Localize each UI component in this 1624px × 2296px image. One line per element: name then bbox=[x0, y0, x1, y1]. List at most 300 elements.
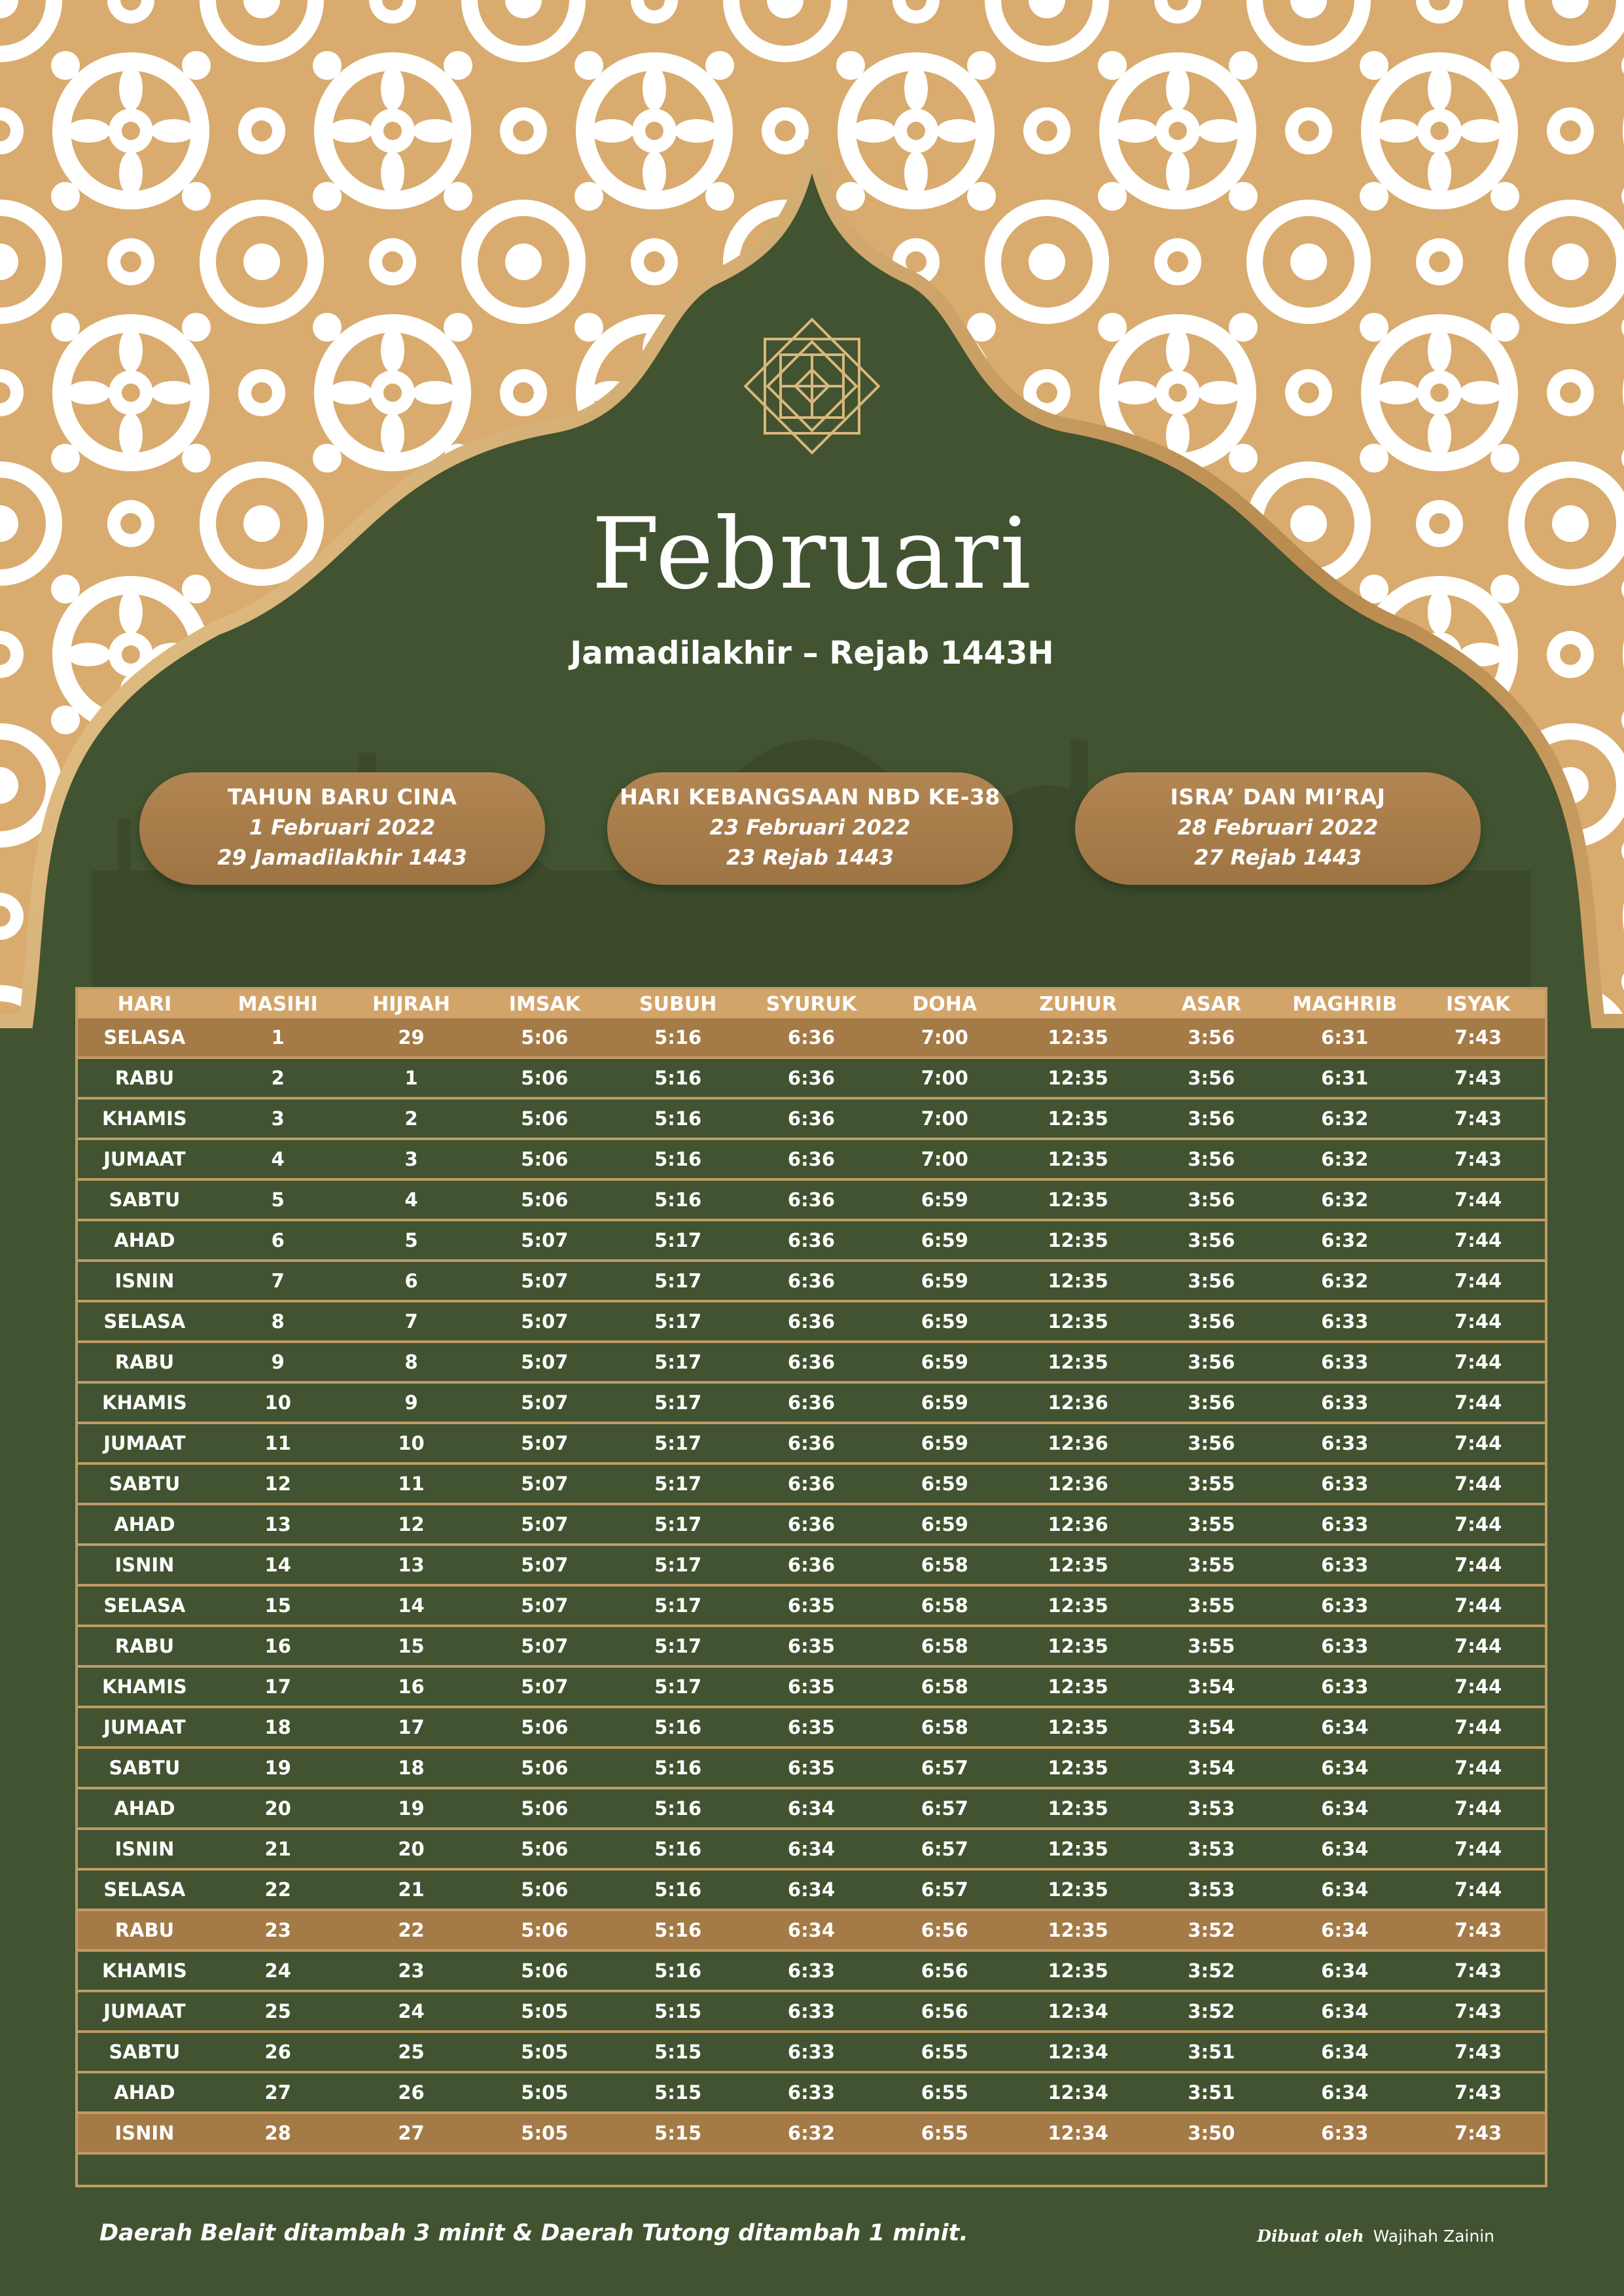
cell-hari: RABU bbox=[78, 1342, 211, 1382]
cell-doha: 6:58 bbox=[878, 1585, 1012, 1626]
cell-hari: KHAMIS bbox=[78, 1382, 211, 1423]
cell-hari: SABTU bbox=[78, 1179, 211, 1220]
cell-hijrah: 3 bbox=[345, 1139, 478, 1179]
cell-imsak: 5:07 bbox=[478, 1504, 611, 1545]
cell-maghrib: 6:32 bbox=[1278, 1139, 1411, 1179]
cell-asar: 3:56 bbox=[1145, 1139, 1279, 1179]
cell-zuhur: 12:34 bbox=[1012, 1991, 1145, 2032]
cell-asar: 3:56 bbox=[1145, 1301, 1279, 1342]
cell-isyak: 7:44 bbox=[1411, 1179, 1545, 1220]
cell-subuh: 5:17 bbox=[611, 1666, 745, 1707]
cell-hijrah: 11 bbox=[345, 1463, 478, 1504]
cell-imsak: 5:07 bbox=[478, 1301, 611, 1342]
cell-maghrib: 6:33 bbox=[1278, 1585, 1411, 1626]
cell-isyak: 7:44 bbox=[1411, 1829, 1545, 1869]
cell-hijrah: 23 bbox=[345, 1950, 478, 1991]
month-title: Februari bbox=[591, 497, 1033, 611]
table-row bbox=[78, 1707, 1545, 1748]
table-row bbox=[78, 1179, 1545, 1220]
table-row bbox=[78, 1018, 1545, 1058]
cell-doha: 6:58 bbox=[878, 1707, 1012, 1748]
cell-doha: 6:59 bbox=[878, 1261, 1012, 1301]
cell-subuh: 5:15 bbox=[611, 2032, 745, 2072]
column-header-zuhur: ZUHUR bbox=[1012, 990, 1145, 1018]
cell-maghrib: 6:34 bbox=[1278, 1748, 1411, 1788]
cell-imsak: 5:06 bbox=[478, 1098, 611, 1139]
cell-subuh: 5:15 bbox=[611, 2072, 745, 2113]
cell-doha: 6:59 bbox=[878, 1220, 1012, 1261]
table-header-row bbox=[78, 990, 1545, 1018]
cell-zuhur: 12:35 bbox=[1012, 1301, 1145, 1342]
column-header-subuh: SUBUH bbox=[611, 990, 745, 1018]
cell-asar: 3:56 bbox=[1145, 1261, 1279, 1301]
cell-subuh: 5:16 bbox=[611, 1707, 745, 1748]
cell-hari: SABTU bbox=[78, 1463, 211, 1504]
cell-zuhur: 12:35 bbox=[1012, 1748, 1145, 1788]
cell-subuh: 5:17 bbox=[611, 1342, 745, 1382]
cell-masihi: 24 bbox=[211, 1950, 345, 1991]
cell-maghrib: 6:33 bbox=[1278, 1504, 1411, 1545]
cell-masihi: 27 bbox=[211, 2072, 345, 2113]
cell-hijrah: 14 bbox=[345, 1585, 478, 1626]
table-row bbox=[78, 1829, 1545, 1869]
cell-subuh: 5:16 bbox=[611, 1869, 745, 1910]
cell-zuhur: 12:35 bbox=[1012, 1788, 1145, 1829]
cell-subuh: 5:17 bbox=[611, 1626, 745, 1666]
table-row bbox=[78, 1666, 1545, 1707]
cell-subuh: 5:17 bbox=[611, 1504, 745, 1545]
table-row bbox=[78, 2113, 1545, 2153]
cell-hari: AHAD bbox=[78, 1788, 211, 1829]
cell-isyak: 7:44 bbox=[1411, 1220, 1545, 1261]
cell-isyak: 7:43 bbox=[1411, 2032, 1545, 2072]
cell-imsak: 5:06 bbox=[478, 1788, 611, 1829]
cell-hijrah: 22 bbox=[345, 1910, 478, 1950]
cell-asar: 3:56 bbox=[1145, 1423, 1279, 1463]
cell-masihi: 12 bbox=[211, 1463, 345, 1504]
cell-zuhur: 12:35 bbox=[1012, 1220, 1145, 1261]
table-row bbox=[78, 1423, 1545, 1463]
cell-imsak: 5:07 bbox=[478, 1666, 611, 1707]
cell-imsak: 5:07 bbox=[478, 1220, 611, 1261]
cell-hijrah: 19 bbox=[345, 1788, 478, 1829]
cell-masihi: 21 bbox=[211, 1829, 345, 1869]
cell-isyak: 7:44 bbox=[1411, 1261, 1545, 1301]
cell-asar: 3:52 bbox=[1145, 1991, 1279, 2032]
table-row bbox=[78, 1261, 1545, 1301]
cell-zuhur: 12:35 bbox=[1012, 1058, 1145, 1098]
cell-isyak: 7:44 bbox=[1411, 1869, 1545, 1910]
cell-imsak: 5:07 bbox=[478, 1585, 611, 1626]
cell-zuhur: 12:35 bbox=[1012, 1950, 1145, 1991]
cell-maghrib: 6:33 bbox=[1278, 1545, 1411, 1585]
cell-isyak: 7:44 bbox=[1411, 1342, 1545, 1382]
cell-asar: 3:55 bbox=[1145, 1585, 1279, 1626]
cell-syuruk: 6:35 bbox=[745, 1748, 878, 1788]
column-header-hijrah: HIJRAH bbox=[345, 990, 478, 1018]
cell-doha: 6:58 bbox=[878, 1626, 1012, 1666]
cell-isyak: 7:44 bbox=[1411, 1545, 1545, 1585]
cell-subuh: 5:17 bbox=[611, 1220, 745, 1261]
cell-doha: 6:55 bbox=[878, 2072, 1012, 2113]
cell-imsak: 5:07 bbox=[478, 1626, 611, 1666]
table-row bbox=[78, 1950, 1545, 1991]
credit bbox=[1257, 2227, 1494, 2246]
cell-zuhur: 12:34 bbox=[1012, 2072, 1145, 2113]
cell-subuh: 5:16 bbox=[611, 1179, 745, 1220]
cell-syuruk: 6:36 bbox=[745, 1220, 878, 1261]
cell-syuruk: 6:36 bbox=[745, 1504, 878, 1545]
cell-zuhur: 12:35 bbox=[1012, 1139, 1145, 1179]
cell-doha: 6:57 bbox=[878, 1869, 1012, 1910]
cell-zuhur: 12:35 bbox=[1012, 1585, 1145, 1626]
table-row bbox=[78, 1301, 1545, 1342]
cell-isyak: 7:44 bbox=[1411, 1585, 1545, 1626]
cell-maghrib: 6:32 bbox=[1278, 1220, 1411, 1261]
cell-masihi: 2 bbox=[211, 1058, 345, 1098]
cell-asar: 3:56 bbox=[1145, 1220, 1279, 1261]
cell-masihi: 4 bbox=[211, 1139, 345, 1179]
cell-imsak: 5:06 bbox=[478, 1910, 611, 1950]
cell-zuhur: 12:35 bbox=[1012, 1666, 1145, 1707]
cell-isyak: 7:44 bbox=[1411, 1626, 1545, 1666]
cell-hari: KHAMIS bbox=[78, 1950, 211, 1991]
cell-imsak: 5:06 bbox=[478, 1018, 611, 1058]
cell-masihi: 20 bbox=[211, 1788, 345, 1829]
cell-masihi: 16 bbox=[211, 1626, 345, 1666]
cell-isyak: 7:43 bbox=[1411, 2113, 1545, 2153]
cell-zuhur: 12:36 bbox=[1012, 1463, 1145, 1504]
cell-maghrib: 6:32 bbox=[1278, 1179, 1411, 1220]
cell-hari: ISNIN bbox=[78, 1261, 211, 1301]
cell-hijrah: 2 bbox=[345, 1098, 478, 1139]
cell-zuhur: 12:34 bbox=[1012, 2032, 1145, 2072]
cell-isyak: 7:43 bbox=[1411, 1139, 1545, 1179]
column-header-imsak: IMSAK bbox=[478, 990, 611, 1018]
cell-masihi: 28 bbox=[211, 2113, 345, 2153]
table-body bbox=[78, 1018, 1545, 2153]
cell-hari: AHAD bbox=[78, 2072, 211, 2113]
cell-asar: 3:54 bbox=[1145, 1707, 1279, 1748]
cell-syuruk: 6:36 bbox=[745, 1382, 878, 1423]
cell-maghrib: 6:33 bbox=[1278, 1301, 1411, 1342]
table-row bbox=[78, 1869, 1545, 1910]
cell-subuh: 5:17 bbox=[611, 1382, 745, 1423]
cell-masihi: 3 bbox=[211, 1098, 345, 1139]
cell-hari: SABTU bbox=[78, 1748, 211, 1788]
cell-doha: 6:59 bbox=[878, 1179, 1012, 1220]
cell-imsak: 5:06 bbox=[478, 1058, 611, 1098]
cell-hijrah: 26 bbox=[345, 2072, 478, 2113]
cell-zuhur: 12:35 bbox=[1012, 1707, 1145, 1748]
cell-subuh: 5:17 bbox=[611, 1301, 745, 1342]
cell-subuh: 5:17 bbox=[611, 1545, 745, 1585]
table-row bbox=[78, 1788, 1545, 1829]
cell-syuruk: 6:36 bbox=[745, 1301, 878, 1342]
cell-asar: 3:56 bbox=[1145, 1058, 1279, 1098]
cell-maghrib: 6:34 bbox=[1278, 1788, 1411, 1829]
cell-maghrib: 6:31 bbox=[1278, 1018, 1411, 1058]
cell-asar: 3:53 bbox=[1145, 1829, 1279, 1869]
cell-syuruk: 6:32 bbox=[745, 2113, 878, 2153]
geometric-star-ornament-icon bbox=[745, 319, 879, 453]
column-header-doha: DOHA bbox=[878, 990, 1012, 1018]
cell-syuruk: 6:36 bbox=[745, 1179, 878, 1220]
cell-asar: 3:56 bbox=[1145, 1342, 1279, 1382]
cell-hari: RABU bbox=[78, 1626, 211, 1666]
cell-maghrib: 6:34 bbox=[1278, 1707, 1411, 1748]
cell-maghrib: 6:32 bbox=[1278, 1261, 1411, 1301]
cell-syuruk: 6:33 bbox=[745, 1991, 878, 2032]
cell-maghrib: 6:34 bbox=[1278, 2032, 1411, 2072]
cell-hari: SELASA bbox=[78, 1018, 211, 1058]
cell-asar: 3:55 bbox=[1145, 1504, 1279, 1545]
cell-asar: 3:50 bbox=[1145, 2113, 1279, 2153]
cell-subuh: 5:16 bbox=[611, 1950, 745, 1991]
cell-hijrah: 10 bbox=[345, 1423, 478, 1463]
cell-zuhur: 12:35 bbox=[1012, 1342, 1145, 1382]
cell-hijrah: 15 bbox=[345, 1626, 478, 1666]
cell-maghrib: 6:33 bbox=[1278, 1463, 1411, 1504]
cell-hari: SELASA bbox=[78, 1869, 211, 1910]
cell-imsak: 5:07 bbox=[478, 1261, 611, 1301]
cell-imsak: 5:07 bbox=[478, 1423, 611, 1463]
cell-masihi: 11 bbox=[211, 1423, 345, 1463]
cell-imsak: 5:05 bbox=[478, 2072, 611, 2113]
cell-isyak: 7:44 bbox=[1411, 1707, 1545, 1748]
footer-note: Daerah Belait ditambah 3 minit & Daerah Tutong ditambah 1 minit. bbox=[99, 2220, 968, 2246]
cell-asar: 3:55 bbox=[1145, 1626, 1279, 1666]
cell-hijrah: 8 bbox=[345, 1342, 478, 1382]
cell-subuh: 5:17 bbox=[611, 1261, 745, 1301]
cell-syuruk: 6:36 bbox=[745, 1098, 878, 1139]
cell-imsak: 5:07 bbox=[478, 1342, 611, 1382]
cell-zuhur: 12:35 bbox=[1012, 1626, 1145, 1666]
cell-masihi: 23 bbox=[211, 1910, 345, 1950]
cell-hijrah: 12 bbox=[345, 1504, 478, 1545]
cell-imsak: 5:07 bbox=[478, 1382, 611, 1423]
cell-masihi: 15 bbox=[211, 1585, 345, 1626]
cell-masihi: 14 bbox=[211, 1545, 345, 1585]
table-row bbox=[78, 1463, 1545, 1504]
cell-doha: 6:58 bbox=[878, 1666, 1012, 1707]
cell-subuh: 5:17 bbox=[611, 1423, 745, 1463]
event-gregorian-date: 28 Februari 2022 bbox=[1177, 815, 1379, 840]
cell-asar: 3:52 bbox=[1145, 1950, 1279, 1991]
event-name: ISRA’ DAN MI’RAJ bbox=[1170, 784, 1386, 810]
cell-doha: 7:00 bbox=[878, 1058, 1012, 1098]
cell-zuhur: 12:35 bbox=[1012, 1869, 1145, 1910]
cell-isyak: 7:44 bbox=[1411, 1666, 1545, 1707]
cell-syuruk: 6:35 bbox=[745, 1585, 878, 1626]
cell-syuruk: 6:36 bbox=[745, 1463, 878, 1504]
cell-hijrah: 21 bbox=[345, 1869, 478, 1910]
event-hijri-date: 29 Jamadilakhir 1443 bbox=[217, 845, 467, 870]
column-header-hari: HARI bbox=[78, 990, 211, 1018]
table-row bbox=[78, 1504, 1545, 1545]
cell-syuruk: 6:36 bbox=[745, 1139, 878, 1179]
cell-imsak: 5:05 bbox=[478, 1991, 611, 2032]
table-row bbox=[78, 1910, 1545, 1950]
column-header-isyak: ISYAK bbox=[1411, 990, 1545, 1018]
cell-doha: 6:57 bbox=[878, 1788, 1012, 1829]
cell-hijrah: 5 bbox=[345, 1220, 478, 1261]
cell-doha: 6:57 bbox=[878, 1829, 1012, 1869]
cell-hari: RABU bbox=[78, 1058, 211, 1098]
column-header-syuruk: SYURUK bbox=[745, 990, 878, 1018]
prayer-times-table bbox=[75, 987, 1547, 2187]
cell-syuruk: 6:35 bbox=[745, 1626, 878, 1666]
event-hijri-date: 23 Rejab 1443 bbox=[726, 845, 894, 870]
cell-asar: 3:56 bbox=[1145, 1179, 1279, 1220]
cell-isyak: 7:44 bbox=[1411, 1788, 1545, 1829]
cell-hijrah: 13 bbox=[345, 1545, 478, 1585]
cell-subuh: 5:16 bbox=[611, 1139, 745, 1179]
cell-hijrah: 17 bbox=[345, 1707, 478, 1748]
prayer-table bbox=[78, 990, 1545, 2155]
cell-imsak: 5:07 bbox=[478, 1463, 611, 1504]
cell-hijrah: 9 bbox=[345, 1382, 478, 1423]
cell-imsak: 5:07 bbox=[478, 1545, 611, 1585]
cell-hari: AHAD bbox=[78, 1220, 211, 1261]
cell-syuruk: 6:36 bbox=[745, 1058, 878, 1098]
cell-doha: 7:00 bbox=[878, 1018, 1012, 1058]
table-row bbox=[78, 2072, 1545, 2113]
column-header-maghrib: MAGHRIB bbox=[1278, 990, 1411, 1018]
event-name: HARI KEBANGSAAN NBD KE-38 bbox=[620, 784, 1000, 810]
cell-asar: 3:54 bbox=[1145, 1748, 1279, 1788]
cell-maghrib: 6:34 bbox=[1278, 1910, 1411, 1950]
cell-maghrib: 6:33 bbox=[1278, 1342, 1411, 1382]
cell-masihi: 5 bbox=[211, 1179, 345, 1220]
cell-zuhur: 12:36 bbox=[1012, 1504, 1145, 1545]
cell-maghrib: 6:31 bbox=[1278, 1058, 1411, 1098]
cell-syuruk: 6:36 bbox=[745, 1423, 878, 1463]
cell-zuhur: 12:35 bbox=[1012, 1018, 1145, 1058]
cell-subuh: 5:16 bbox=[611, 1018, 745, 1058]
table-row bbox=[78, 1098, 1545, 1139]
cell-asar: 3:51 bbox=[1145, 2072, 1279, 2113]
cell-doha: 6:59 bbox=[878, 1463, 1012, 1504]
cell-maghrib: 6:34 bbox=[1278, 1950, 1411, 1991]
cell-masihi: 10 bbox=[211, 1382, 345, 1423]
event-name: TAHUN BARU CINA bbox=[227, 784, 457, 810]
cell-hijrah: 16 bbox=[345, 1666, 478, 1707]
cell-hijrah: 4 bbox=[345, 1179, 478, 1220]
table-row bbox=[78, 1991, 1545, 2032]
cell-syuruk: 6:34 bbox=[745, 1788, 878, 1829]
cell-doha: 6:59 bbox=[878, 1504, 1012, 1545]
cell-maghrib: 6:33 bbox=[1278, 1382, 1411, 1423]
cell-asar: 3:56 bbox=[1145, 1018, 1279, 1058]
cell-isyak: 7:44 bbox=[1411, 1301, 1545, 1342]
cell-syuruk: 6:35 bbox=[745, 1666, 878, 1707]
cell-hijrah: 27 bbox=[345, 2113, 478, 2153]
cell-hijrah: 29 bbox=[345, 1018, 478, 1058]
cell-maghrib: 6:32 bbox=[1278, 1098, 1411, 1139]
cell-imsak: 5:06 bbox=[478, 1139, 611, 1179]
cell-hari: AHAD bbox=[78, 1504, 211, 1545]
cell-subuh: 5:17 bbox=[611, 1585, 745, 1626]
cell-hijrah: 7 bbox=[345, 1301, 478, 1342]
cell-maghrib: 6:33 bbox=[1278, 1626, 1411, 1666]
cell-isyak: 7:44 bbox=[1411, 1748, 1545, 1788]
cell-imsak: 5:05 bbox=[478, 2113, 611, 2153]
cell-masihi: 9 bbox=[211, 1342, 345, 1382]
cell-maghrib: 6:34 bbox=[1278, 1869, 1411, 1910]
cell-zuhur: 12:35 bbox=[1012, 1179, 1145, 1220]
cell-maghrib: 6:33 bbox=[1278, 1423, 1411, 1463]
cell-zuhur: 12:35 bbox=[1012, 1261, 1145, 1301]
table-row bbox=[78, 1139, 1545, 1179]
cell-hari: JUMAAT bbox=[78, 1991, 211, 2032]
cell-subuh: 5:16 bbox=[611, 1910, 745, 1950]
cell-syuruk: 6:36 bbox=[745, 1545, 878, 1585]
cell-masihi: 26 bbox=[211, 2032, 345, 2072]
cell-zuhur: 12:36 bbox=[1012, 1423, 1145, 1463]
cell-syuruk: 6:36 bbox=[745, 1018, 878, 1058]
cell-maghrib: 6:34 bbox=[1278, 1991, 1411, 2032]
cell-zuhur: 12:34 bbox=[1012, 2113, 1145, 2153]
cell-hari: ISNIN bbox=[78, 2113, 211, 2153]
cell-hari: ISNIN bbox=[78, 1545, 211, 1585]
cell-asar: 3:53 bbox=[1145, 1869, 1279, 1910]
cell-asar: 3:51 bbox=[1145, 2032, 1279, 2072]
cell-asar: 3:56 bbox=[1145, 1098, 1279, 1139]
cell-hari: KHAMIS bbox=[78, 1098, 211, 1139]
event-gregorian-date: 1 Februari 2022 bbox=[249, 815, 436, 840]
cell-hijrah: 20 bbox=[345, 1829, 478, 1869]
cell-doha: 6:58 bbox=[878, 1545, 1012, 1585]
cell-doha: 6:56 bbox=[878, 1950, 1012, 1991]
cell-asar: 3:56 bbox=[1145, 1382, 1279, 1423]
cell-hijrah: 6 bbox=[345, 1261, 478, 1301]
cell-isyak: 7:44 bbox=[1411, 1463, 1545, 1504]
cell-syuruk: 6:36 bbox=[745, 1342, 878, 1382]
cell-hari: ISNIN bbox=[78, 1829, 211, 1869]
cell-subuh: 5:16 bbox=[611, 1748, 745, 1788]
cell-masihi: 18 bbox=[211, 1707, 345, 1748]
cell-zuhur: 12:35 bbox=[1012, 1829, 1145, 1869]
cell-maghrib: 6:33 bbox=[1278, 1666, 1411, 1707]
cell-doha: 6:57 bbox=[878, 1748, 1012, 1788]
cell-hari: KHAMIS bbox=[78, 1666, 211, 1707]
table-row bbox=[78, 1342, 1545, 1382]
table-row bbox=[78, 1058, 1545, 1098]
cell-masihi: 13 bbox=[211, 1504, 345, 1545]
event-gregorian-date: 23 Februari 2022 bbox=[709, 815, 911, 840]
table-row bbox=[78, 1748, 1545, 1788]
cell-hari: SELASA bbox=[78, 1301, 211, 1342]
table-row bbox=[78, 1382, 1545, 1423]
cell-doha: 6:56 bbox=[878, 1910, 1012, 1950]
cell-masihi: 7 bbox=[211, 1261, 345, 1301]
cell-syuruk: 6:33 bbox=[745, 1950, 878, 1991]
cell-syuruk: 6:34 bbox=[745, 1910, 878, 1950]
table-row bbox=[78, 1545, 1545, 1585]
credit-name: Wajihah Zainin bbox=[1373, 2227, 1494, 2246]
column-header-asar: ASAR bbox=[1145, 990, 1279, 1018]
cell-maghrib: 6:33 bbox=[1278, 2113, 1411, 2153]
cell-isyak: 7:43 bbox=[1411, 1910, 1545, 1950]
cell-isyak: 7:43 bbox=[1411, 1058, 1545, 1098]
column-header-masihi: MASIHI bbox=[211, 990, 345, 1018]
credit-prefix: Dibuat oleh bbox=[1257, 2227, 1364, 2246]
cell-isyak: 7:43 bbox=[1411, 1098, 1545, 1139]
cell-masihi: 8 bbox=[211, 1301, 345, 1342]
cell-isyak: 7:43 bbox=[1411, 2072, 1545, 2113]
cell-syuruk: 6:35 bbox=[745, 1707, 878, 1748]
